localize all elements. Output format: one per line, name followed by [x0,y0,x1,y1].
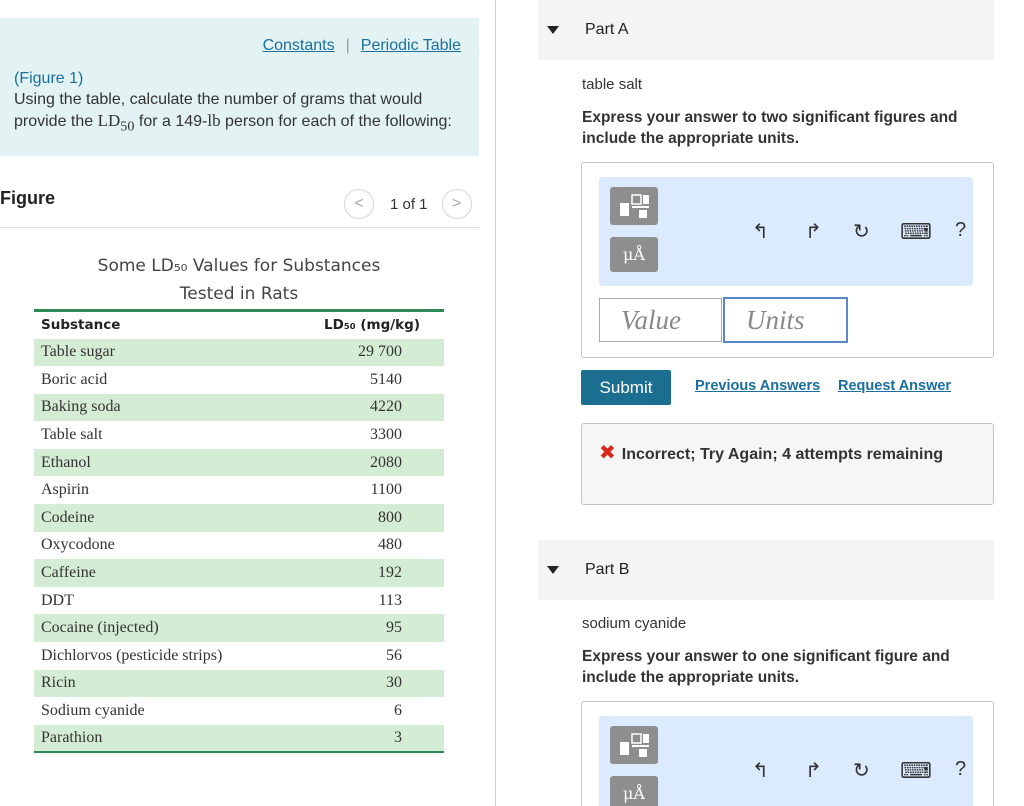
intro-box [0,18,479,156]
table-row [34,366,444,394]
part-a-subject: table salt [582,76,643,93]
table-body [34,339,444,753]
table-row [34,725,444,753]
part-b-answer-box [581,701,994,806]
table-row [34,587,444,615]
question-text-part: person for each of the following: [220,112,452,130]
collapse-triangle-icon [547,566,559,574]
question-text-part: Using the table, calculate the number of grams that would provide the [14,91,423,130]
incorrect-icon: ✖ [599,442,616,464]
ld50-value-cell: 2080 [284,449,444,477]
ld50-value-cell: 29 700 [284,339,444,367]
prev-figure-button[interactable] [344,189,374,219]
table-row [34,421,444,449]
feedback-box [581,423,994,505]
substance-cell: Parathion [34,725,284,753]
substance-cell: Caffeine [34,559,284,587]
table-header-row [34,311,444,339]
next-figure-button[interactable] [442,189,472,219]
figure-pager [344,189,472,219]
table-caption-line: Tested in Rats [179,284,299,304]
help-icon[interactable]: ? [955,758,967,780]
ld50-value-cell: 113 [378,591,402,609]
table-row [34,697,444,725]
ld-text: LD [97,110,121,130]
substance-cell: Aspirin [41,481,89,499]
collapse-triangle-icon [547,26,559,34]
ld50-value-cell: 4220 [284,394,444,422]
reset-icon[interactable]: ↻ [853,760,870,782]
table-row [34,532,444,560]
ld50-value-cell: 5140 [370,370,402,388]
units-input[interactable]: Units [723,297,848,343]
ld50-value-cell: 192 [284,559,444,587]
undo-icon[interactable]: ↰ [752,760,769,782]
substance-cell: Oxycodone [41,536,115,554]
column-divider [495,0,496,806]
table-caption [34,252,444,308]
ld50-value-cell: 480 [378,536,402,554]
table-row [34,559,444,587]
substance-cell: Baking soda [34,394,284,422]
previous-answers-link[interactable]: Previous Answers [695,378,821,394]
question-text [14,90,454,136]
part-a-label: Part A [585,21,629,38]
substance-cell: Codeine [34,504,284,532]
fraction-template-icon [617,731,651,759]
ld50-value-cell: 3 [284,725,444,753]
chevron-left-icon: < [354,195,364,212]
table-row [34,449,444,477]
ld50-value-cell: 6 [394,702,402,720]
mu-a-icon: μÅ [623,784,645,803]
ld-subscript: 50 [120,117,135,134]
substance-cell: Ricin [34,670,284,698]
redo-icon[interactable]: ↱ [805,221,822,243]
ld-label [97,110,135,134]
part-b-label: Part B [585,561,630,578]
part-a-instruction: Express your answer to two significant figures and include the appropriate units. [582,109,958,147]
keyboard-icon[interactable]: ⌨ [900,219,932,244]
part-b-header[interactable] [538,540,994,600]
units-symbol-button[interactable] [610,237,658,272]
redo-icon[interactable]: ↱ [805,760,822,782]
ld50-value-cell: 30 [284,670,444,698]
part-a-header[interactable] [538,0,994,60]
periodic-table-link[interactable]: Periodic Table [360,37,461,54]
substance-cell: Ethanol [34,449,284,477]
part-b-subject: sodium cyanide [582,615,687,632]
ld50-value-cell: 95 [284,614,444,642]
fraction-template-icon [617,192,651,220]
template-button[interactable] [610,187,658,225]
part-a-answer-box [581,162,994,358]
substance-cell: Sodium cyanide [41,702,145,720]
request-answer-link[interactable]: Request Answer [838,378,952,394]
mu-a-icon: μÅ [623,245,645,264]
substance-cell: Table sugar [34,339,284,367]
template-button[interactable] [610,726,658,764]
table-row [34,476,444,504]
math-toolbar [599,177,973,286]
link-separator: | [345,37,350,54]
substance-cell: Dichlorvos (pesticide strips) [41,646,223,664]
units-symbol-button[interactable] [610,776,658,806]
resource-links [263,37,461,55]
ld50-value-cell: 800 [284,504,444,532]
table-row [34,670,444,698]
reset-icon[interactable]: ↻ [853,221,870,243]
table-row [34,642,444,670]
column-header-substance: Substance [34,311,284,339]
undo-icon[interactable]: ↰ [752,221,769,243]
math-toolbar [599,716,973,806]
figure-link[interactable]: (Figure 1) [14,70,84,87]
keyboard-icon[interactable]: ⌨ [900,758,932,783]
ld50-value-cell: 1100 [370,481,402,499]
figure-count: 1 of 1 [390,195,428,213]
constants-link[interactable]: Constants [262,37,335,54]
feedback-text: Incorrect; Try Again; 4 attempts remaining [621,446,944,463]
chevron-right-icon: > [451,195,462,212]
table-row [34,504,444,532]
substance-cell: Boric acid [41,370,108,388]
ld50-value-cell: 56 [386,646,402,664]
substance-cell: Table salt [41,426,103,444]
table-row [34,614,444,642]
figure-title: Figure [0,188,56,208]
table-row [34,394,444,422]
submit-button[interactable]: Submit [581,370,671,405]
figure-divider [0,227,479,228]
value-input[interactable]: Value [599,298,722,342]
left-panel [0,0,480,806]
table-row [34,339,444,367]
ld50-table [34,309,444,753]
substance-cell: Cocaine (injected) [34,614,284,642]
table-caption-line: Some LD₅₀ Values for Substances [97,256,381,276]
substance-cell: DDT [41,591,74,609]
unit-lb: lb [207,110,221,130]
part-b-instruction: Express your answer to one significant figure and include the appropriate units. [582,648,950,686]
ld50-value-cell: 3300 [370,426,402,444]
column-header-ld50: LD₅₀ (mg/kg) [284,311,444,339]
question-text-part: for a 149- [134,112,208,130]
help-icon[interactable]: ? [955,219,967,241]
